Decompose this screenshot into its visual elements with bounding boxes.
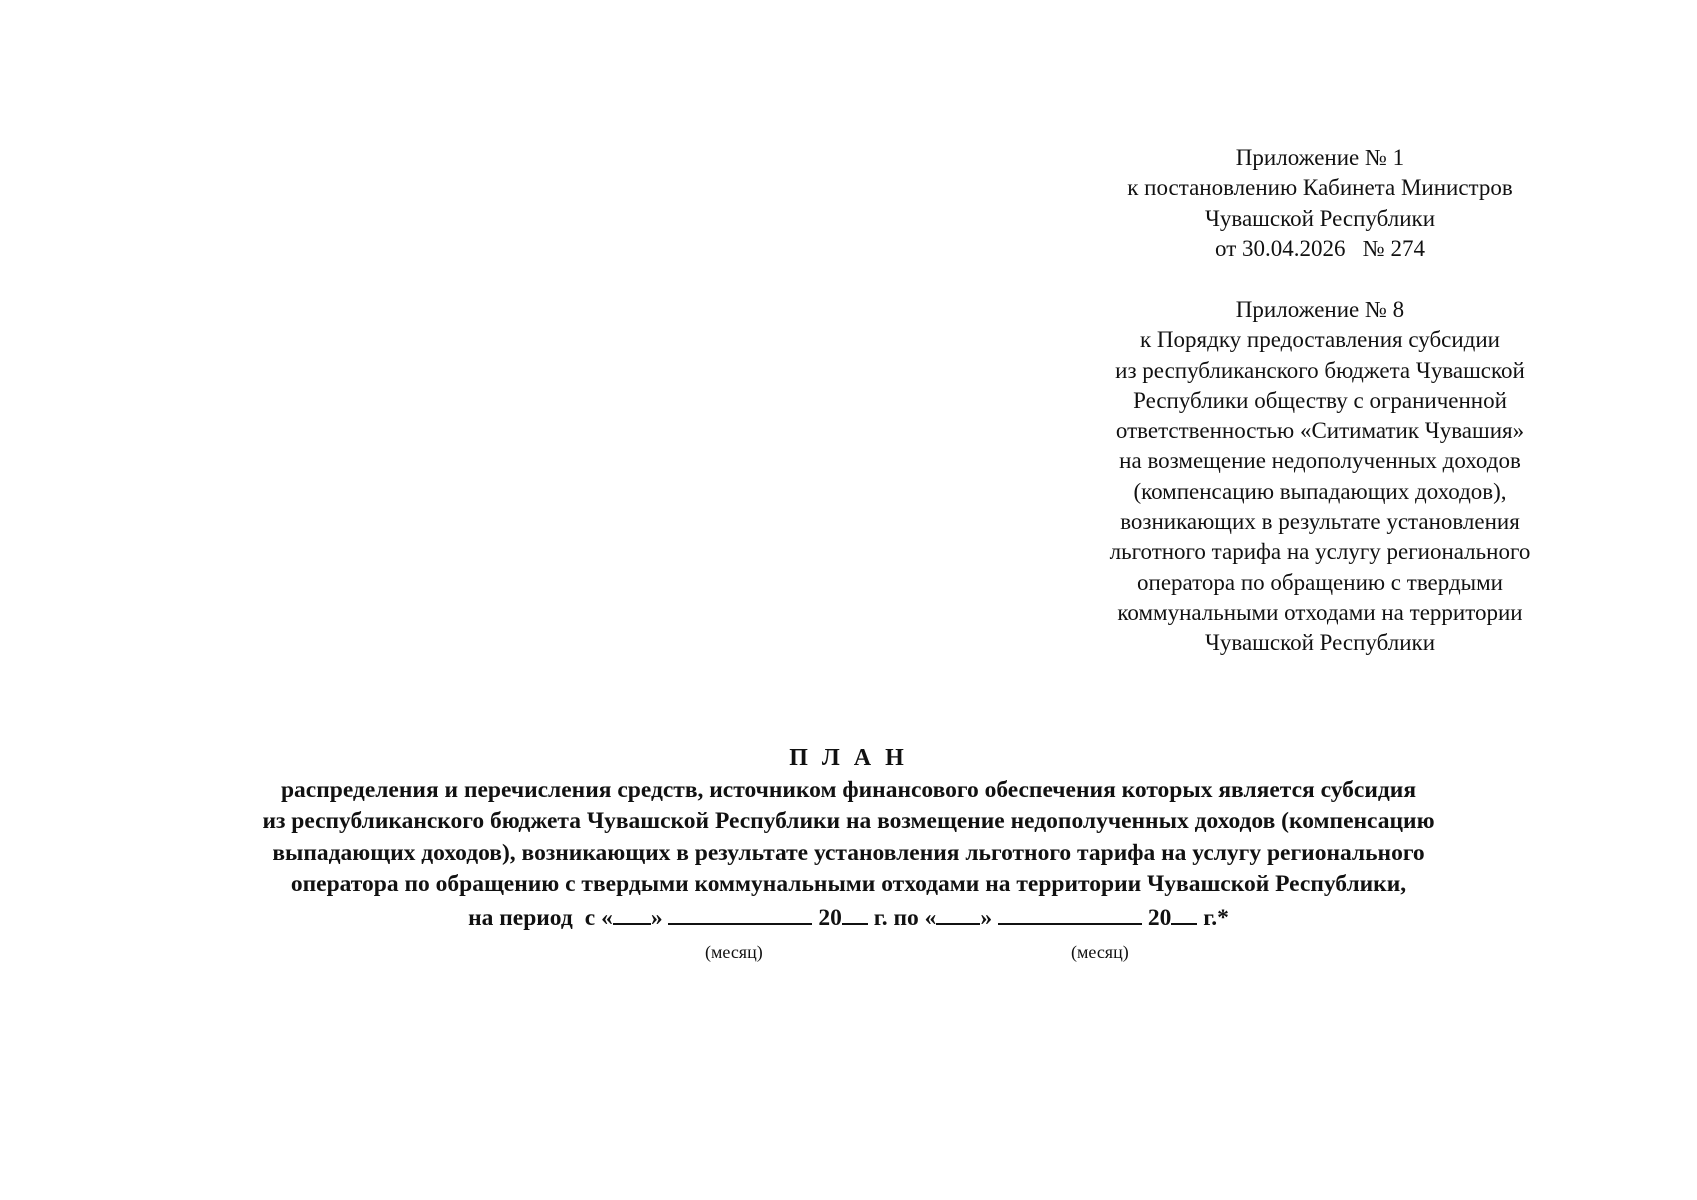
appendix-8-line: (компенсацию выпадающих доходов), xyxy=(1133,478,1507,504)
period-prefix: на период xyxy=(468,904,573,931)
from-year-prefix: 20 xyxy=(818,904,842,931)
to-month-blank[interactable] xyxy=(998,901,1142,925)
from-day-blank[interactable] xyxy=(613,901,651,925)
appendix-8-line: ответственностью «Ситиматик Чувашия» xyxy=(1115,418,1525,444)
appendix-8-header xyxy=(1040,295,1600,659)
from-month-blank[interactable] xyxy=(668,901,812,925)
appendix-8-line: к Порядку предоставления субсидии xyxy=(1140,327,1500,353)
plan-heading-line: из республиканского бюджета Чувашской Республики на возмещение недополученных доходов (компенсацию xyxy=(262,808,1435,834)
from-year-suffix: г. по « xyxy=(873,904,937,931)
appendix-8-line: льготного тарифа на услугу регионального xyxy=(1109,539,1531,565)
plan-heading-line: оператора по обращению с твердыми коммунальными отходами на территории Чувашской Республики, xyxy=(290,871,1407,897)
appendix-8-line: Чувашской Республики xyxy=(1204,630,1436,656)
appendix-8-line: на возмещение недополученных доходов xyxy=(1119,448,1521,474)
to-day-blank[interactable] xyxy=(936,901,980,925)
plan-heading xyxy=(0,743,1697,934)
to-year-prefix: 20 xyxy=(1147,904,1172,931)
appendix-8-line: Приложение № 8 xyxy=(1235,297,1405,322)
plan-title: П Л А Н xyxy=(789,745,908,771)
month-caption-from: (месяц) xyxy=(705,942,763,962)
appendix-8-line: коммунальными отходами на территории xyxy=(1117,599,1523,625)
appendix-8-line: Республики обществу с ограниченной xyxy=(1133,387,1507,413)
appendix-8-line: из республиканского бюджета Чувашской xyxy=(1115,357,1525,383)
period-line xyxy=(0,901,1697,935)
from-year-blank[interactable] xyxy=(842,901,868,925)
appendix-1-line: к постановлению Кабинета Министров xyxy=(1127,175,1513,201)
appendix-1-line: Приложение № 1 xyxy=(1235,145,1405,170)
month-caption-to: (месяц) xyxy=(1071,942,1129,962)
appendix-1-line: от 30.04.2026 № 274 xyxy=(1215,235,1425,261)
period-from-close: » xyxy=(650,904,663,931)
appendix-1-line: Чувашской Республики xyxy=(1204,205,1436,231)
appendix-8-line: оператора по обращению с твердыми xyxy=(1137,569,1503,595)
period-to-close: » xyxy=(980,904,993,931)
period-from-open: с « xyxy=(584,904,613,931)
plan-heading-line: распределения и перечисления средств, источником финансового обеспечения которых является субсидия xyxy=(280,776,1417,803)
appendix-1-header xyxy=(1040,143,1600,264)
to-year-blank[interactable] xyxy=(1171,901,1197,925)
to-year-suffix: г.* xyxy=(1203,904,1229,931)
appendix-8-line: возникающих в результате установления xyxy=(1120,509,1520,535)
plan-heading-line: выпадающих доходов), возникающих в результате установления льготного тарифа на услугу регионального xyxy=(272,839,1425,866)
